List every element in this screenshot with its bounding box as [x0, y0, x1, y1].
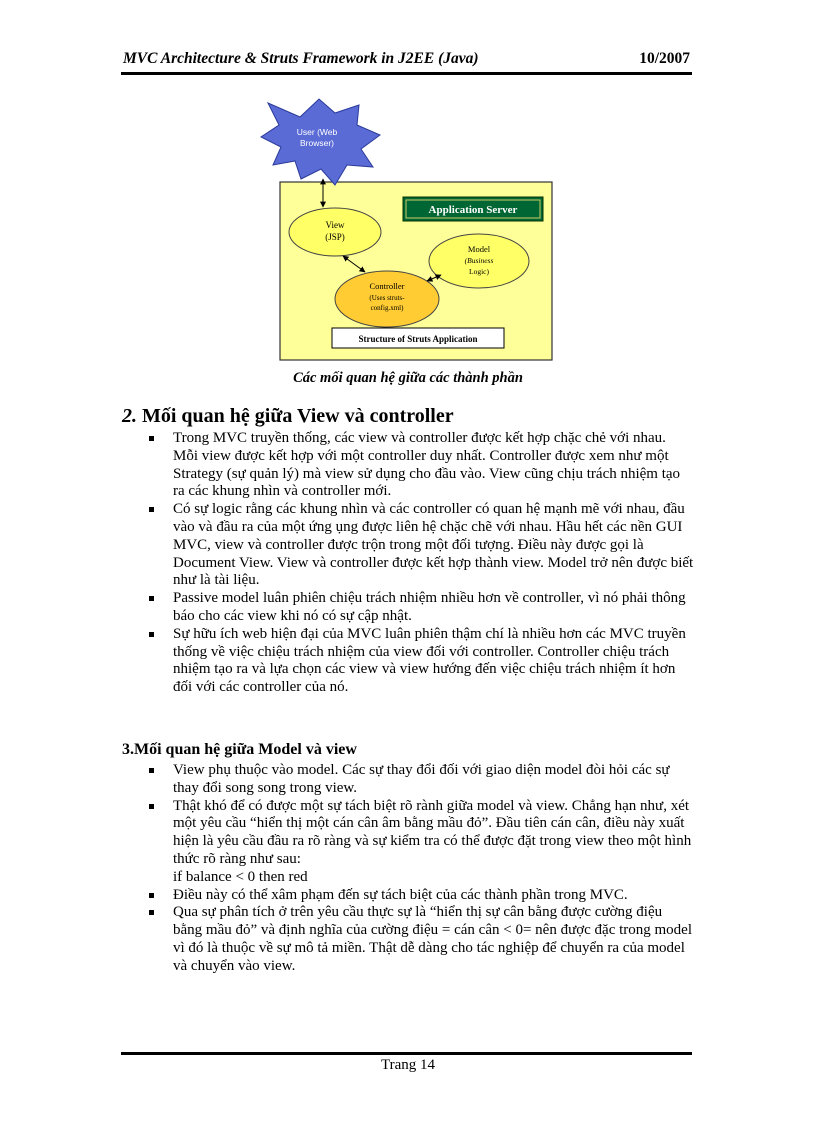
- header-rule: [121, 72, 692, 75]
- controller-label-3: config.xml): [370, 304, 404, 312]
- list-item-text: Qua sự phân tích ở trên yêu cầu thực sự là “hiển thị sự cân bằng được cường điệu bằng mầu đỏ” và định nghĩa của cường điệu = cán cân < 0= nên được đặc trong model vì đó là thuộc về sự mô tả miền. Thật dễ dàng cho tác nghiệp để chuyển ra của model và chuyển vào view.: [173, 904, 693, 974]
- struts-diagram: [255, 95, 555, 365]
- list-item: [146, 762, 694, 798]
- list-item-text: View phụ thuộc vào model. Các sự thay đổi đối với giao diện model đòi hỏi các sự thay đổi song song trong view.: [173, 762, 670, 796]
- bullet-square-icon: [149, 632, 154, 637]
- section-2-title: Mối quan hệ giữa View và controller: [137, 405, 454, 427]
- user-label-1: User (Web: [296, 127, 338, 137]
- list-item: [146, 590, 694, 626]
- list-item: [146, 887, 694, 905]
- list-item: [146, 904, 694, 975]
- bullet-square-icon: [149, 596, 154, 601]
- list-item-text: Passive model luân phiên chiệu trách nhiệm nhiều hơn về controller, vì nó phải thông báo cho các view khi nó có sự cập nhật.: [173, 590, 686, 624]
- section-3-heading: 3.Mối quan hệ giữa Model và view: [122, 741, 357, 758]
- bullet-square-icon: [149, 804, 154, 809]
- structure-label: Structure of Struts Application: [358, 334, 478, 344]
- figure-caption: Các mối quan hệ giữa các thành phần: [293, 370, 523, 386]
- list-item: [146, 501, 694, 590]
- section-2-heading: [122, 405, 454, 428]
- list-item-text: Thật khó để có được một sự tách biệt rõ rành giữa model và view. Chẳng hạn như, xét một yêu cầu “hiển thị một cán cân âm bằng mầu đỏ”. Đầu tiên cán cân, điều này xuất hiện là yêu cầu đầu ra rõ ràng và sự kiểm tra có thể được đặt trong view theo một hình thức rõ ràng như sau:: [173, 797, 692, 867]
- view-label-2: (JSP): [325, 232, 345, 242]
- list-item: [146, 798, 694, 887]
- footer-rule: [121, 1052, 692, 1055]
- model-label-2: (Business: [464, 256, 494, 265]
- list-item: [146, 430, 694, 501]
- document-date: 10/2007: [639, 50, 690, 67]
- bullet-square-icon: [149, 910, 154, 915]
- bullet-square-icon: [149, 507, 154, 512]
- bullet-square-icon: [149, 893, 154, 898]
- section-2-number: 2.: [122, 405, 137, 427]
- bullet-square-icon: [149, 768, 154, 773]
- list-item-text: Điều này có thể xâm phạm đến sự tách biệt của các thành phần trong MVC.: [173, 886, 628, 903]
- list-item-text: Có sự logic rằng các khung nhìn và các controller có quan hệ mạnh mẽ với nhau, đầu vào và đầu ra của một ứng ụng được liên hệ chặc chẽ với nhau. Hầu hết các nền GUI MVC, view và controller được trộn trong một đối tượng. Điều này được gọi là Document View. View và controller được kết hợp thành view. Model trở nên được biết như là tài liệu.: [173, 501, 694, 589]
- page-number: Trang 14: [380, 1057, 436, 1073]
- bullet-square-icon: [149, 436, 154, 441]
- view-label-1: View: [325, 220, 345, 230]
- controller-label-2: (Uses struts-: [369, 294, 405, 302]
- page-header: [121, 50, 692, 72]
- list-item-text: Sự hữu ích web hiện đại của MVC luân phiên thậm chí là nhiều hơn các MVC truyền thống về việc chiệu trách nhiệm của view đối với controller. Controller chiệu trách nhiệm tạo ra và lựa chọn các view và view hướng đến việc chiệu trách nhiệm ít hơn đối với các controller của nó.: [173, 625, 686, 696]
- code-line: if balance < 0 then red: [173, 868, 308, 885]
- section-3-list: [146, 762, 694, 976]
- document-title: MVC Architecture & Struts Framework in J2EE (Java): [123, 50, 479, 67]
- user-label-2: Browser): [299, 138, 335, 148]
- list-item-text: Trong MVC truyền thống, các view và controller được kết hợp chặc chẻ với nhau. Mỗi view được kết hợp với một controller duy nhất. Controller được xem như một Strategy (sự quản lý) mà view sử dụng cho đầu vào. View cũng chịu trách nhiệm tạo ra các khung nhìn và controller mới.: [173, 430, 681, 500]
- section-2-list: [146, 430, 694, 697]
- application-server-label: Application Server: [428, 204, 518, 216]
- model-label-3: Logic): [469, 267, 489, 276]
- struts-architecture-figure: [255, 95, 555, 365]
- controller-label-1: Controller: [369, 281, 405, 291]
- list-item: [146, 626, 694, 697]
- model-label-1: Model: [467, 244, 491, 254]
